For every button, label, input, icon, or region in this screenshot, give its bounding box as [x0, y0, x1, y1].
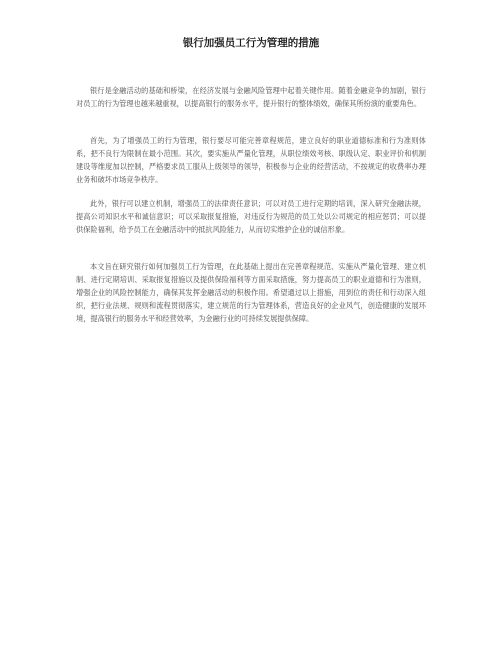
paragraph-intro: 银行是金融活动的基础和桥梁，在经济发展与金融风险管理中起着关键作用。随着金融竞争的加剧，银行对员工的行为管理也越来越重视，以提高银行的服务水平，提升银行的整体绩效，确保其所扮演的重要角色。	[76, 86, 426, 108]
paragraph-first-measures: 首先，为了增强员工的行为管理，银行要尽可能完善章程规范，建立良好的职业道德标准和行为准则体系，把不良行为限制在最小范围。其次，要实施从严量化管理，从职位绩效考核、职级认定、职业评价和机制建设等维度加以控制，严格要求员工服从上级领导的领导，积极参与企业的经营活动，不按规定的收费率办理业务和破坏市场竞争秩序。	[76, 136, 426, 184]
paragraph-conclusion: 本文旨在研究银行如何加强员工行为管理，在此基础上提出在完善章程规范、实施从严量化管理、建立机制、进行定期培训、采取报复措施以及提供保险福利等方面采取措施，努力提高员工的职业道德和行为准则，增强企业的风险控制能力，确保其发挥金融活动的积极作用。希望通过以上措施，用到位的责任和行动深入组织，把行业法规、规则和流程贯彻落实，建立规范的行为管理体系，营造良好的企业风气，创造健康的发展环境，提高银行的服务水平和经营效率，为金融行业的可持续发展提供保障。	[76, 262, 426, 323]
document-title: 银行加强员工行为管理的措施	[182, 37, 320, 49]
paragraph-additional-measures: 此外，银行可以建立机制，增强员工的法律责任意识；可以对员工进行定期的培训，深入研究金融法规，提高公司知识水平和诚信意识；可以采取报复措施，对违反行为规范的员工处以公司规定的相应惩罚；可以提供保险福利，给予员工在金融活动中的抵抗风险能力，从而切实维护企业的诚信形象。	[76, 199, 426, 234]
